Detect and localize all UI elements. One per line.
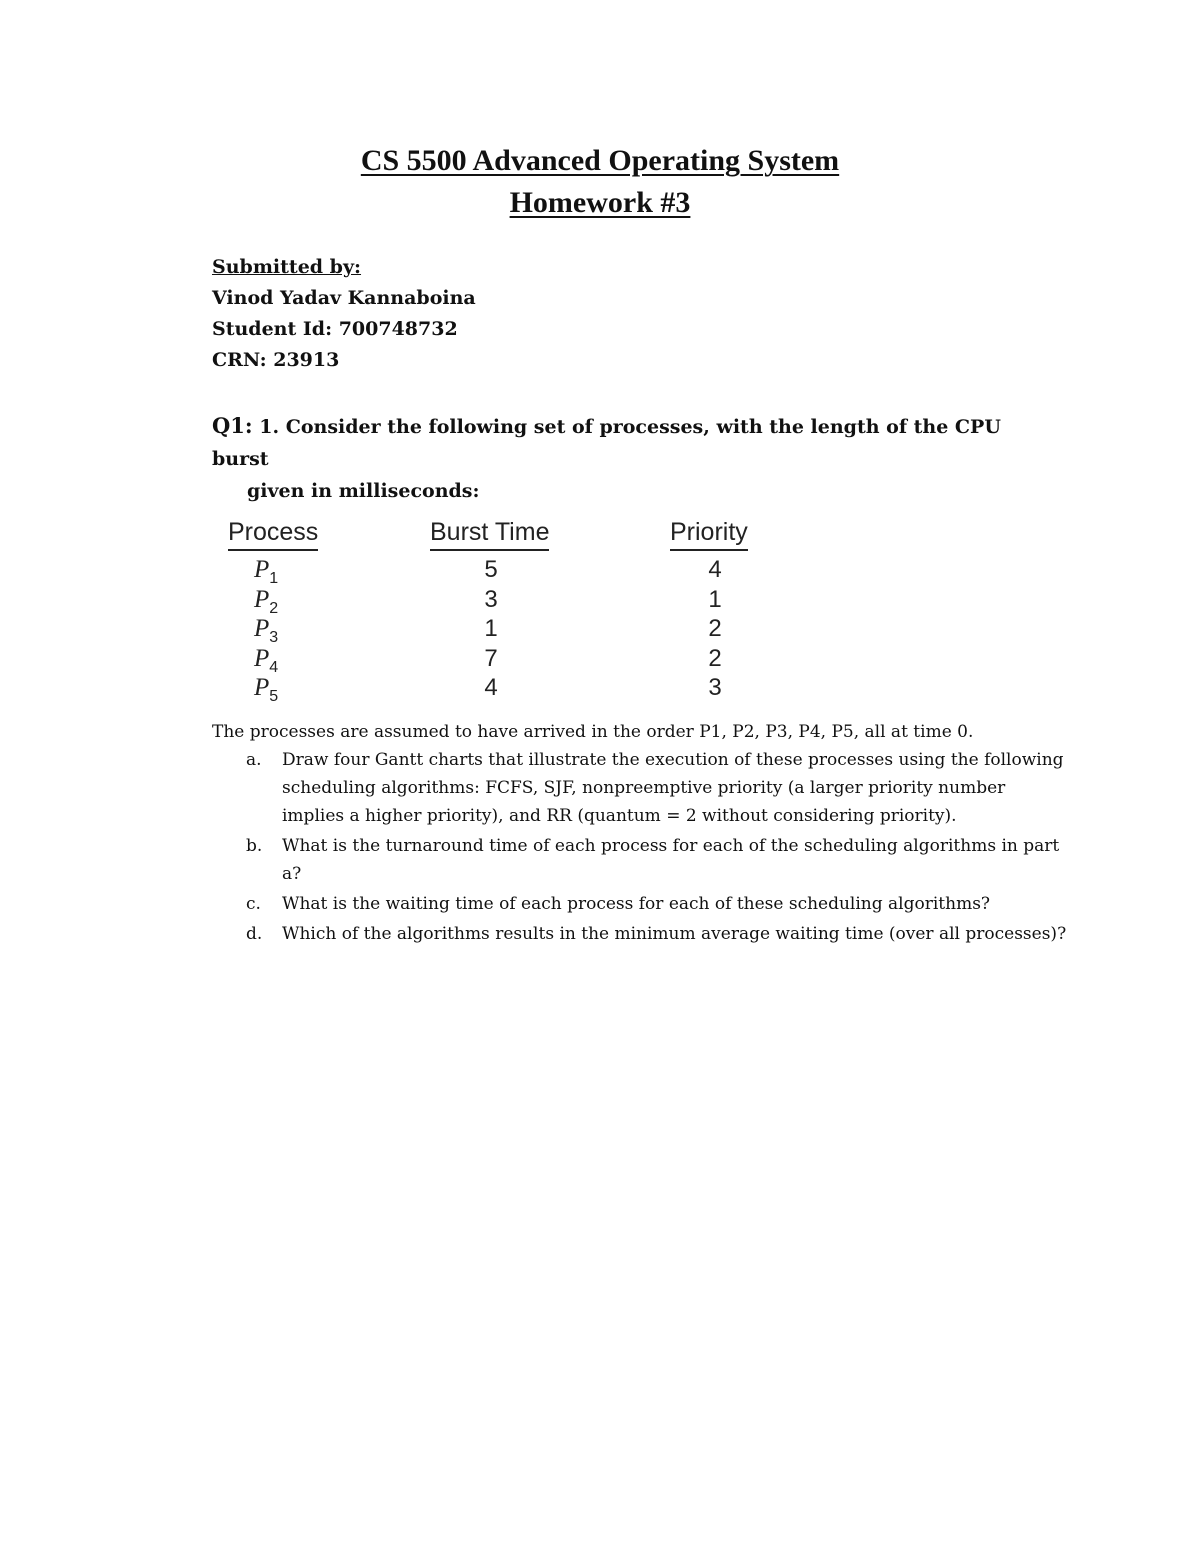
crn: CRN: 23913	[212, 349, 340, 371]
student-name: Vinod Yadav Kannaboina	[212, 287, 476, 309]
priority-cell: 1	[708, 585, 722, 613]
part-letter: c.	[246, 894, 261, 915]
table-row	[222, 585, 782, 615]
priority-cell: 2	[708, 644, 722, 672]
process-cell: $P_5$	[254, 674, 279, 705]
list-item	[212, 890, 1072, 918]
burst-cell: 5	[484, 556, 498, 583]
part-letter: b.	[246, 836, 263, 857]
part-text: What is the waiting time of each process for each of these scheduling algorithms?	[282, 894, 991, 915]
process-table	[222, 515, 782, 703]
submission-info	[212, 252, 476, 376]
process-table-header	[222, 515, 782, 555]
table-row	[222, 644, 782, 674]
process-cell: $P_1$	[254, 556, 279, 587]
priority-cell: 2	[708, 615, 722, 642]
burst-cell: 4	[484, 674, 498, 701]
title-block	[0, 140, 1200, 224]
header-burst-time: Burst Time	[430, 515, 549, 551]
process-cell: $P_3$	[254, 615, 279, 646]
burst-cell: 1	[484, 615, 498, 642]
submitted-by-label: Submitted by:	[212, 256, 362, 278]
intro-paragraph: The processes are assumed to have arrived in the order P1, P2, P3, P4, P5, all at time 0.	[212, 722, 974, 742]
process-cell: $P_2$	[254, 585, 279, 617]
table-row	[222, 673, 782, 703]
burst-cell: 3	[484, 585, 498, 613]
student-id: Student Id: 700748732	[212, 318, 458, 340]
question-number: Q1:	[212, 413, 253, 438]
question-parts	[212, 746, 1072, 949]
list-item	[212, 832, 1072, 888]
question-text-line1: 1. Consider the following set of processes, with the length of the CPU burst	[212, 416, 1001, 470]
part-text: What is the turnaround time of each process for each of the scheduling algorithms in part a?	[282, 836, 1060, 885]
course-title: CS 5500 Advanced Operating System	[360, 144, 840, 177]
process-cell: $P_4$	[254, 644, 279, 676]
burst-cell: 7	[484, 644, 498, 672]
table-row	[222, 614, 782, 644]
priority-cell: 4	[708, 556, 722, 583]
header-priority: Priority	[670, 515, 748, 551]
priority-cell: 3	[708, 674, 722, 701]
homework-title: Homework #3	[509, 186, 691, 219]
header-process: Process	[228, 515, 318, 551]
part-letter: a.	[246, 750, 262, 770]
table-row	[222, 555, 782, 585]
part-text: Draw four Gantt charts that illustrate the execution of these processes using the following scheduling algorithms: FCFS, SJF, nonpreemptive priority (a larger priority number implies a higher priority), and RR (quantum = 2 without considering priority).	[282, 750, 1064, 827]
list-item	[212, 920, 1072, 948]
question-text-line2: given in milliseconds:	[247, 480, 480, 502]
list-item	[212, 746, 1072, 831]
part-text: Which of the algorithms results in the minimum average waiting time (over all processes)?	[282, 923, 1067, 944]
question-1	[212, 410, 1042, 507]
part-letter: d.	[246, 923, 263, 944]
